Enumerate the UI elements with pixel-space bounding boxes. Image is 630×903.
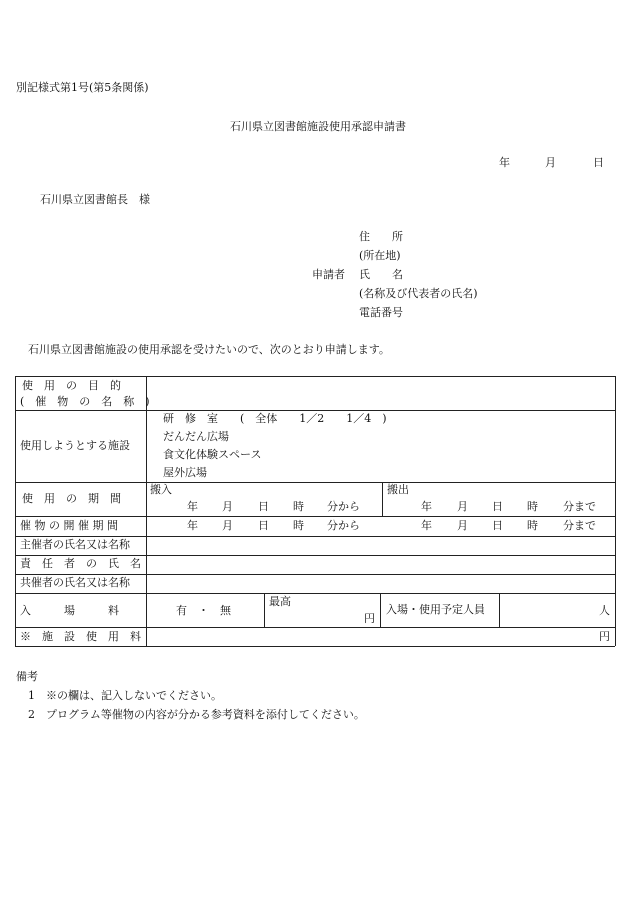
address-label: 住 所 — [359, 230, 403, 243]
facility-label: 使用しようとする施設 — [20, 439, 130, 452]
event-end-month[interactable]: 月 — [457, 519, 468, 532]
event-start-hour[interactable]: 時 — [293, 519, 304, 532]
purpose-label-line1: 使 用 の 目 的 — [22, 379, 121, 392]
move-out-month[interactable]: 月 — [457, 500, 468, 513]
table-line — [499, 593, 500, 627]
purpose-field[interactable] — [147, 377, 614, 410]
event-end-year[interactable]: 年 — [421, 519, 432, 532]
note-item: 2 プログラム等催物の内容が分かる参考資料を添付してください。 — [28, 708, 365, 721]
persons-unit: 人 — [599, 604, 610, 617]
table-line — [264, 593, 265, 627]
attendance-label: 入場・使用予定人員 — [386, 603, 485, 616]
responsible-person-label: 責 任 者 の 氏 名 — [20, 557, 141, 570]
facility-outdoor-plaza[interactable]: 屋外広場 — [163, 466, 207, 479]
event-end-hour[interactable]: 時 — [527, 519, 538, 532]
move-out-minute[interactable]: 分まで — [563, 500, 596, 513]
form-number: 別記様式第1号(第5条関係) — [16, 81, 149, 94]
table-line — [15, 482, 615, 483]
name-sublabel: (名称及び代表者の氏名) — [359, 287, 478, 300]
form-title: 石川県立図書館施設使用承認申請書 — [230, 120, 406, 133]
organizer-label: 主催者の氏名又は名称 — [20, 538, 130, 551]
fee-max-label: 最高 — [269, 595, 291, 608]
event-period-label: 催 物 の 開 催 期 間 — [20, 519, 118, 532]
table-line — [15, 376, 16, 646]
table-line — [15, 410, 615, 411]
table-line — [382, 482, 383, 516]
fee-max-yen: 円 — [364, 612, 375, 625]
move-in-hour[interactable]: 時 — [293, 500, 304, 513]
event-end-minute[interactable]: 分まで — [563, 519, 596, 532]
date-day[interactable]: 日 — [593, 156, 604, 169]
facility-training-room[interactable]: 研 修 室 ( 全体 1／2 1／4 ) — [163, 412, 387, 425]
phone-label: 電話番号 — [359, 306, 403, 319]
table-line — [15, 516, 615, 517]
move-out-year[interactable]: 年 — [421, 500, 432, 513]
name-label: 氏 名 — [359, 268, 403, 281]
usage-fee-yen: 円 — [599, 630, 610, 643]
table-line — [146, 376, 147, 646]
usage-fee-label: ※ 施 設 使 用 料 — [20, 630, 141, 643]
purpose-label-line2: ( 催 物 の 名 称 ) — [20, 395, 150, 408]
fee-yes-no[interactable]: 有 ・ 無 — [176, 604, 231, 617]
table-line — [380, 593, 381, 627]
move-in-label: 搬入 — [150, 483, 172, 496]
event-start-minute[interactable]: 分から — [327, 519, 360, 532]
address-sublabel: (所在地) — [359, 249, 401, 262]
date-year[interactable]: 年 — [499, 156, 510, 169]
move-in-day[interactable]: 日 — [258, 500, 269, 513]
move-out-label: 搬出 — [387, 483, 409, 496]
applicant-label: 申請者 — [312, 268, 345, 281]
event-end-day[interactable]: 日 — [492, 519, 503, 532]
event-start-day[interactable]: 日 — [258, 519, 269, 532]
cosponsor-field[interactable] — [147, 575, 614, 592]
table-line — [615, 376, 616, 646]
organizer-field[interactable] — [147, 537, 614, 554]
move-in-month[interactable]: 月 — [222, 500, 233, 513]
move-in-year[interactable]: 年 — [187, 500, 198, 513]
notes-heading: 備考 — [16, 670, 38, 683]
admission-fee-label: 入 場 料 — [20, 604, 119, 617]
facility-food-culture-space[interactable]: 食文化体験スペース — [163, 448, 262, 461]
table-line — [15, 593, 615, 594]
intro-text: 石川県立図書館施設の使用承認を受けたいので、次のとおり申請します。 — [28, 343, 390, 356]
event-start-year[interactable]: 年 — [187, 519, 198, 532]
move-in-minute[interactable]: 分から — [327, 500, 360, 513]
table-line — [15, 646, 615, 647]
period-label: 使 用 の 期 間 — [22, 492, 121, 505]
date-month[interactable]: 月 — [545, 156, 556, 169]
move-out-hour[interactable]: 時 — [527, 500, 538, 513]
move-out-day[interactable]: 日 — [492, 500, 503, 513]
table-line — [15, 627, 615, 628]
cosponsor-label: 共催者の氏名又は名称 — [20, 576, 130, 589]
addressee: 石川県立図書館長 様 — [40, 193, 150, 206]
event-start-month[interactable]: 月 — [222, 519, 233, 532]
responsible-person-field[interactable] — [147, 556, 614, 573]
facility-dandan-plaza[interactable]: だんだん広場 — [163, 430, 229, 443]
note-item: 1 ※の欄は、記入しないでください。 — [28, 689, 222, 702]
